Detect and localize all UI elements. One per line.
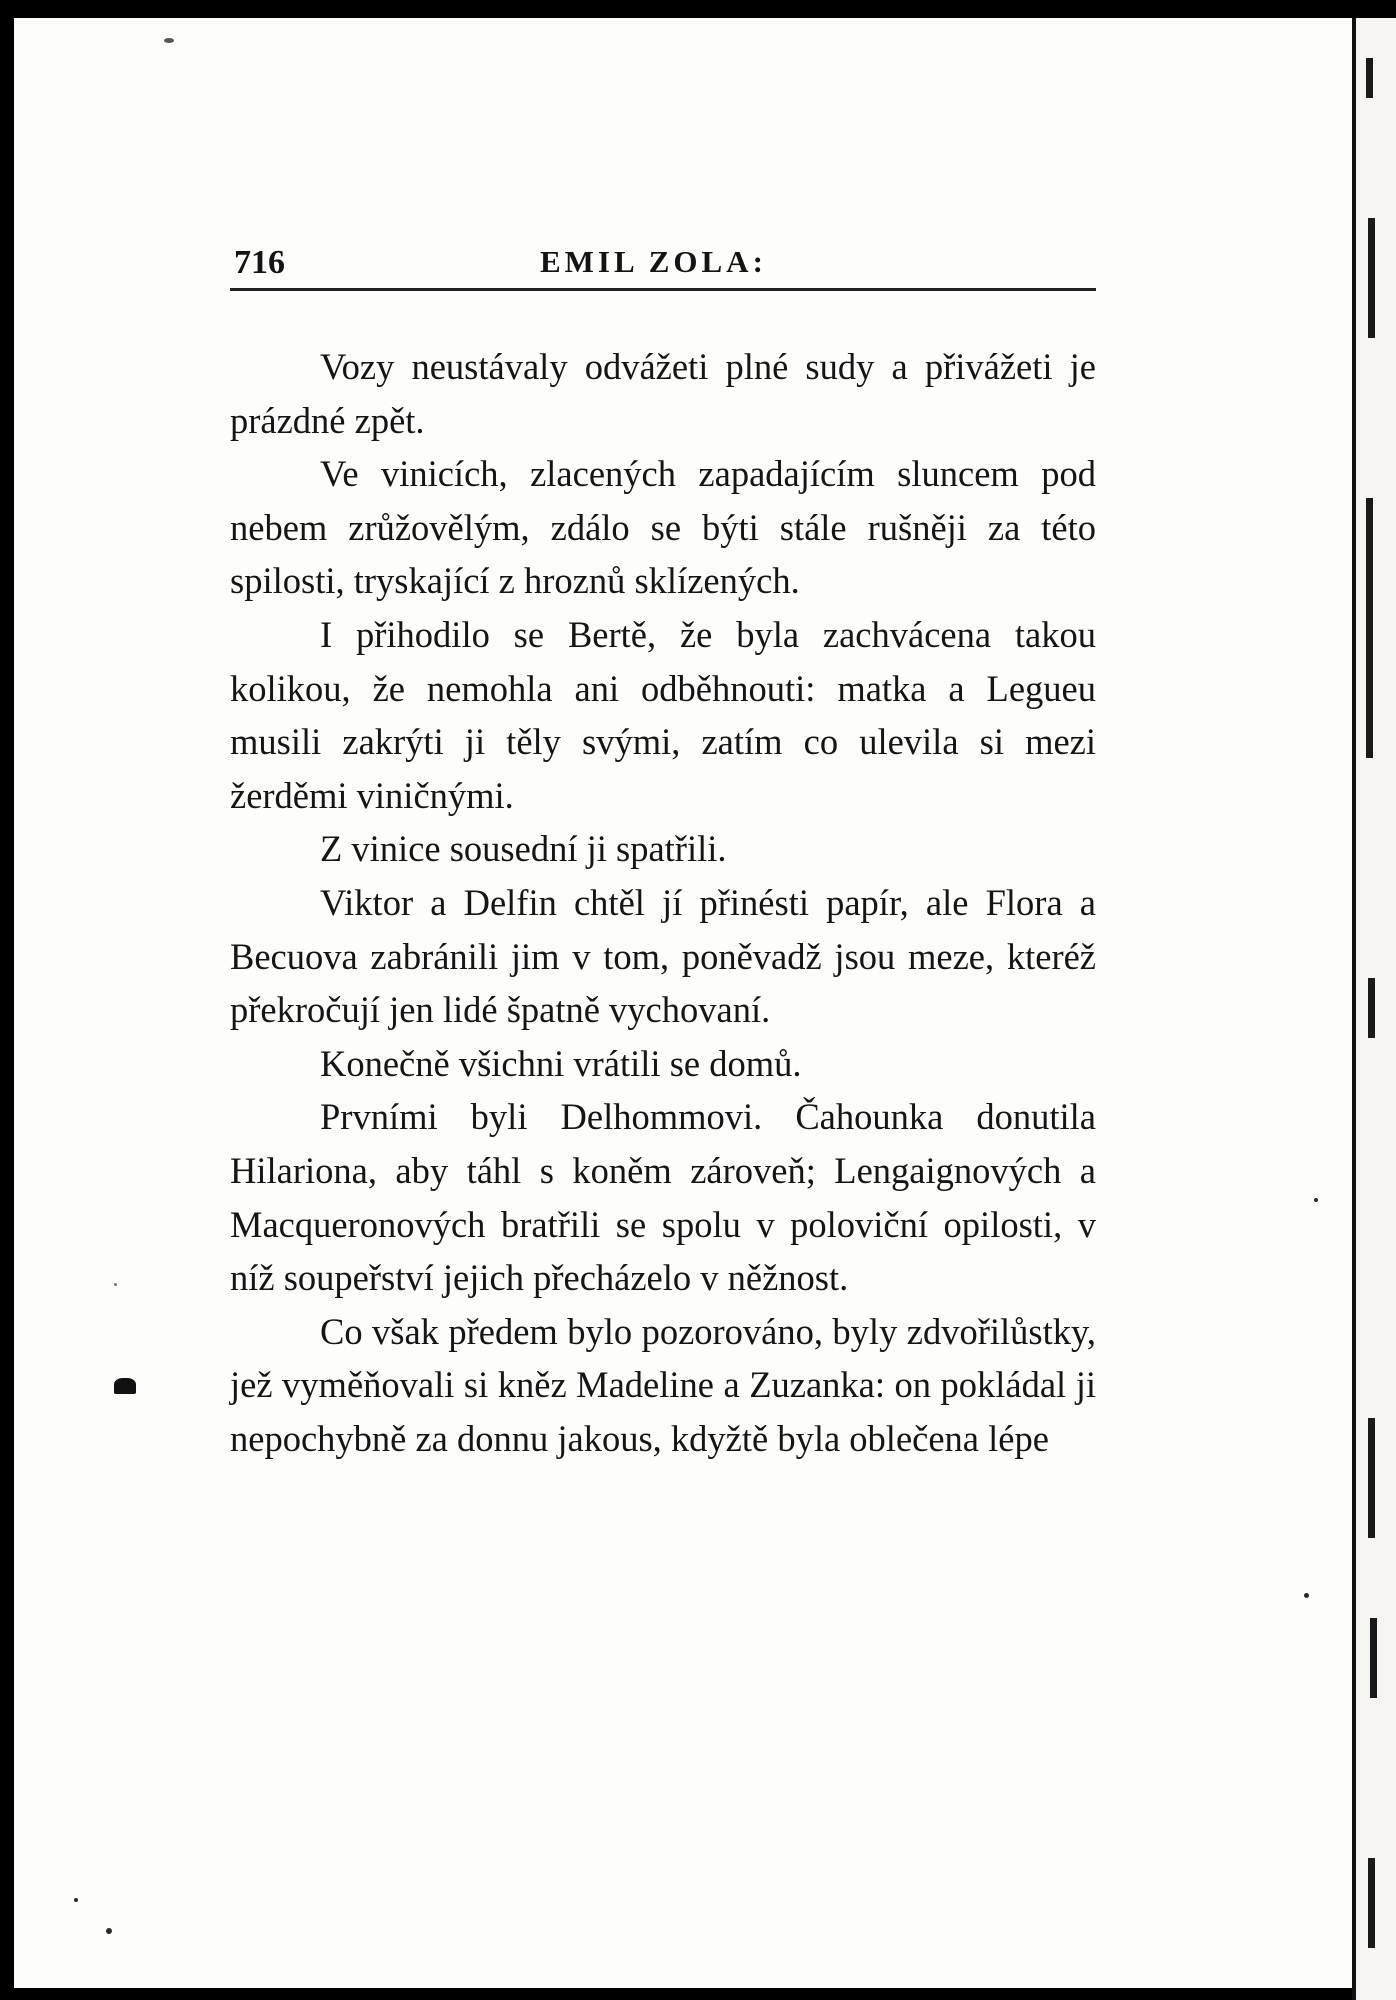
header-rule	[230, 288, 1096, 291]
edge-mark	[1368, 1418, 1375, 1538]
paragraph: Konečně všichni vrátili se domů.	[320, 1042, 802, 1084]
edge-mark	[1366, 498, 1373, 758]
running-title: EMIL ZOLA:	[540, 244, 767, 279]
edge-mark	[1368, 218, 1375, 338]
running-header	[230, 240, 1096, 286]
scan-speck	[1314, 1198, 1318, 1202]
paragraph: Co však předem bylo pozorováno, byly zdvořilůstky, jež vyměňovali si kněz Madeline a Zuzanka: on pokládal ji nepochybně za donnu jakous, kdyžtě byla oblečena lépe	[230, 1310, 1096, 1459]
paragraph: Ve vinicích, zlacených zapadajícím sluncem pod nebem zrůžovělým, zdálo se býti stále rušněji za této spilosti, tryskající z hroznů sklízených.	[230, 453, 1096, 602]
page-edge-strip	[1352, 18, 1396, 2000]
scan-speck	[114, 1283, 117, 1286]
edge-mark	[1366, 58, 1373, 98]
edge-mark	[1368, 978, 1375, 1038]
scan-speck	[106, 1928, 112, 1934]
body-text	[230, 340, 1096, 1465]
book-page	[14, 18, 1354, 1988]
paragraph: Prvními byli Delhommovi. Čahounka donutila Hilariona, aby táhl s koněm zároveň; Lengaignových a Macqueronových bratřili se spolu v poloviční opilosti, v níž soupeřství jejich přecházelo v něžnost.	[230, 1096, 1096, 1299]
scan-speck	[164, 38, 174, 43]
paragraph: Viktor a Delfin chtěl jí přinésti papír, ale Flora a Becuova zabránili jim v tom, poněvadž jsou meze, kteréž překročují jen lidé špatně vychovaní.	[230, 881, 1096, 1031]
scan-speck	[114, 1378, 136, 1394]
paragraph: Vozy neustávaly odvážeti plné sudy a přivážeti je prázdné zpět.	[230, 346, 1096, 441]
paragraph: Z vinice sousední ji spatřili.	[320, 828, 727, 870]
page-number: 716	[234, 244, 285, 281]
scan-speck	[74, 1898, 78, 1902]
edge-mark	[1370, 1618, 1377, 1698]
edge-mark	[1368, 1858, 1375, 1948]
scan-speck	[1304, 1593, 1309, 1598]
paragraph: I přihodilo se Bertě, že byla zachvácena takou kolikou, že nemohla ani odběhnouti: matka a Legueu musili zakrýti ji těly svými, zatím co ulevila si mezi žerděmi viničnými.	[230, 613, 1096, 816]
